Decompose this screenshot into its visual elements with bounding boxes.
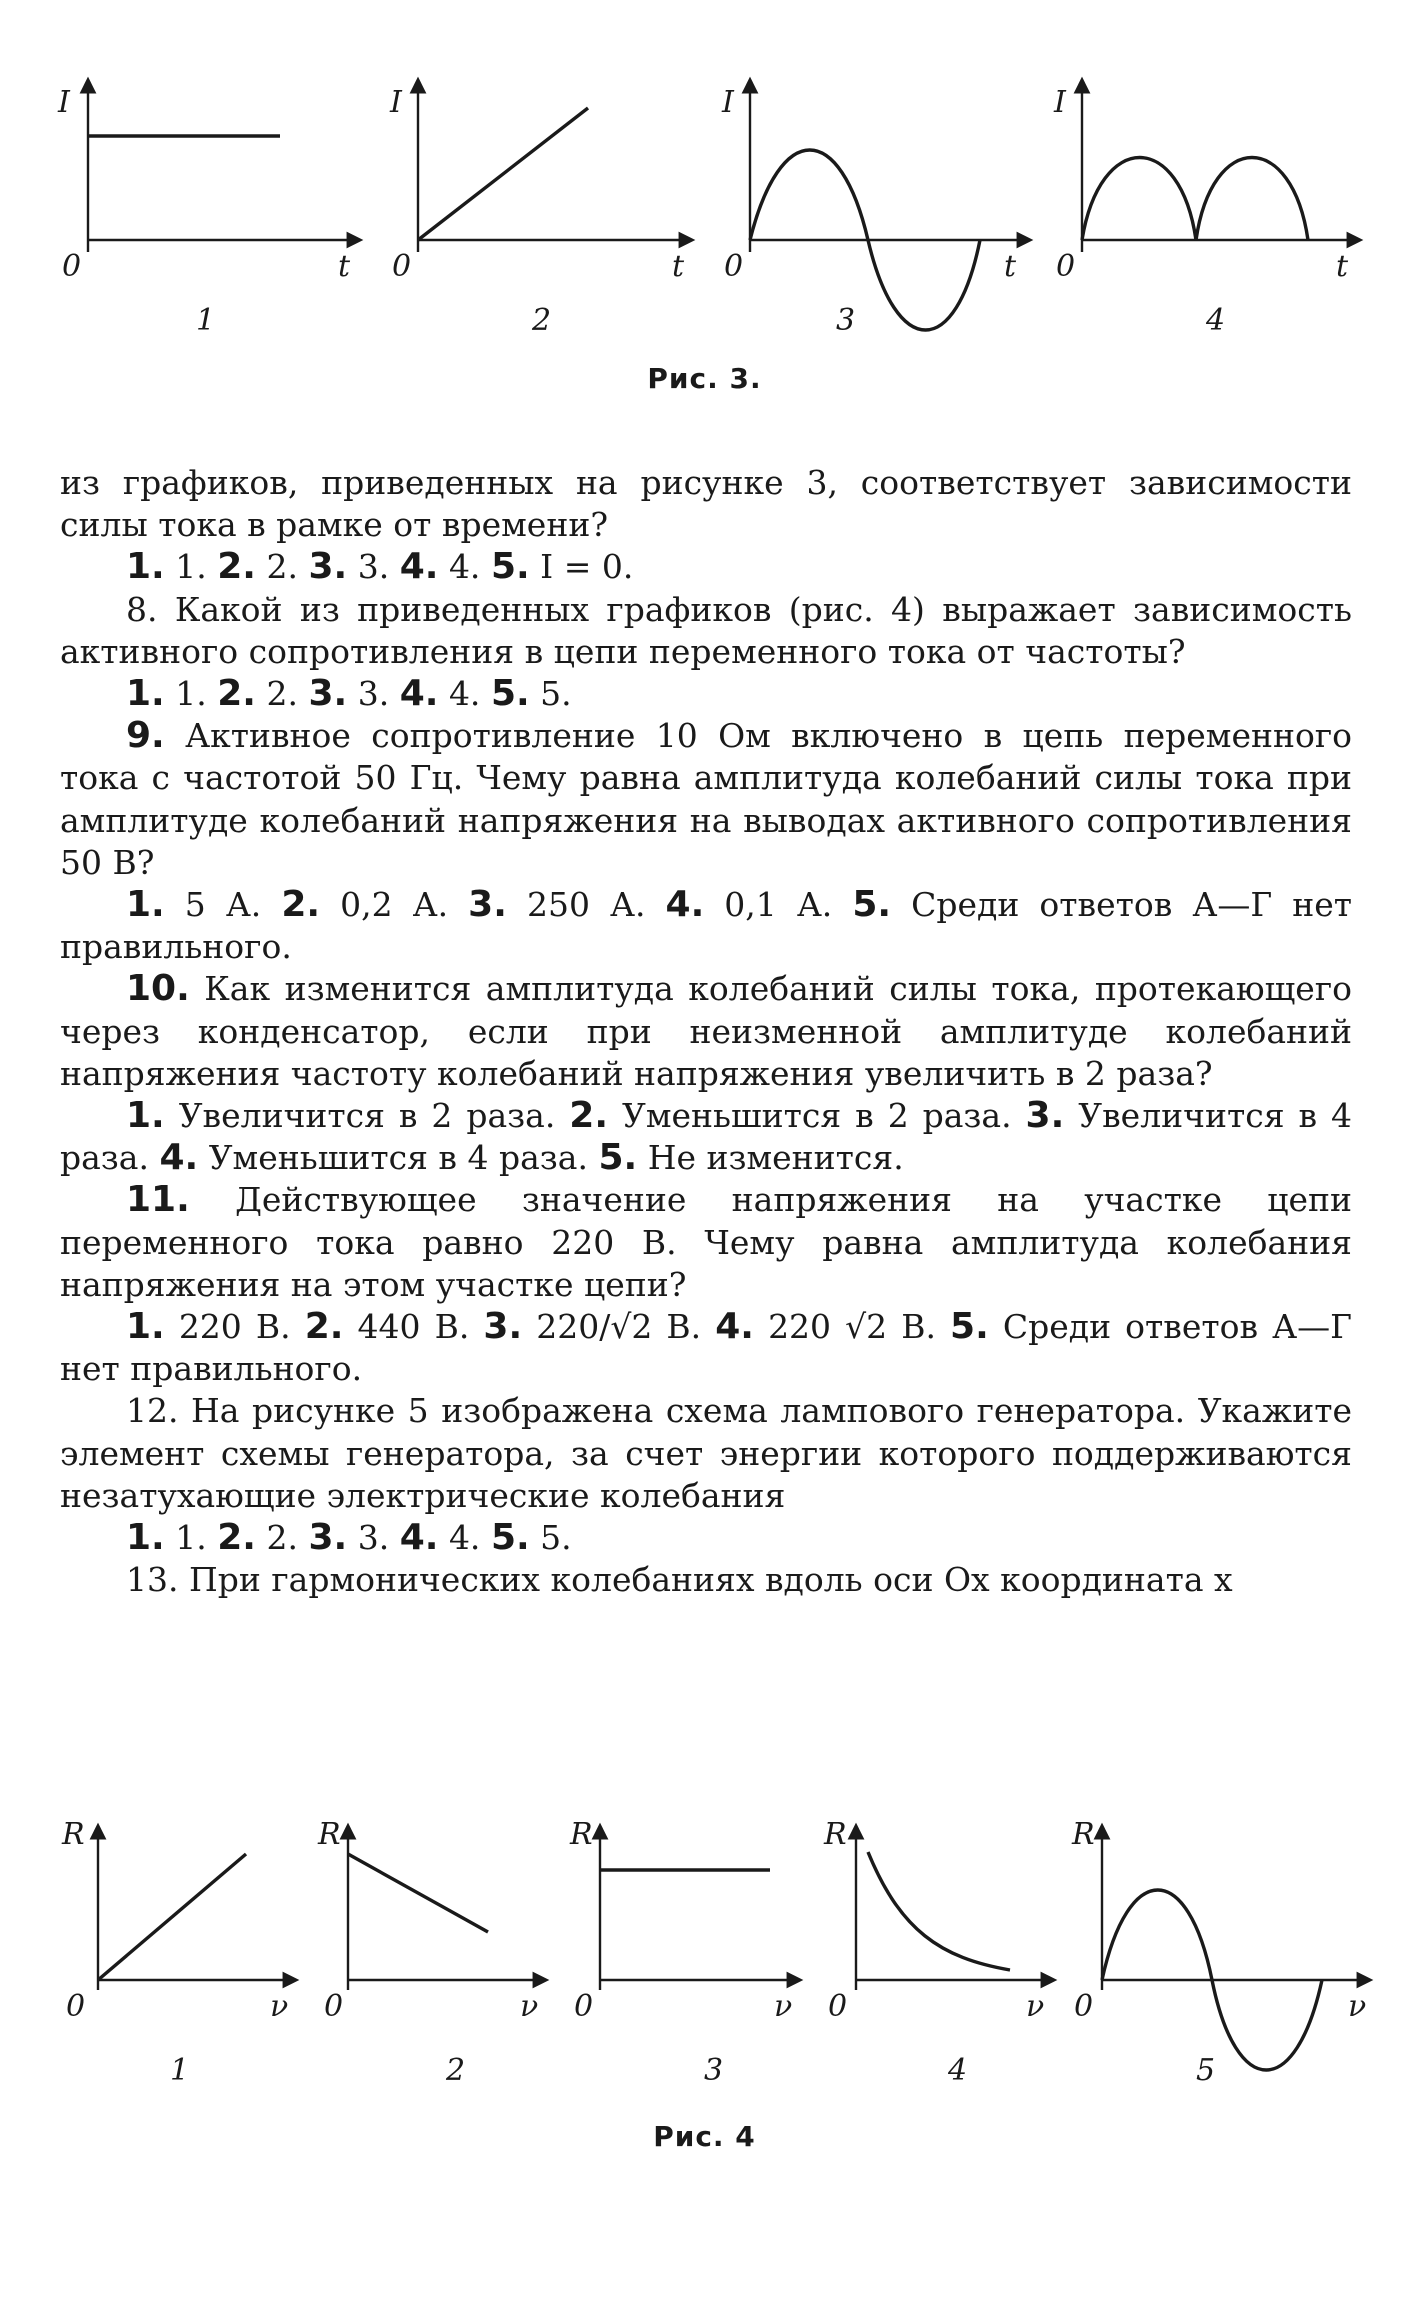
fig3-graph-2: [389, 80, 692, 338]
svg-text:0: 0: [1074, 1989, 1094, 2024]
svg-text:4: 4: [948, 2053, 968, 2088]
fig4-graph-5: [1071, 1817, 1370, 2088]
svg-text:I: I: [722, 85, 734, 120]
svg-text:R: R: [1072, 1817, 1095, 1852]
svg-text:1: 1: [196, 303, 216, 338]
svg-text:0: 0: [392, 249, 412, 284]
svg-text:t: t: [338, 249, 351, 284]
fig4-graph-2: [317, 1817, 546, 2088]
svg-text:3: 3: [836, 303, 856, 338]
svg-text:1: 1: [170, 2053, 190, 2088]
fig4-curve-4: [868, 1852, 1010, 1970]
question-text: [60, 462, 1352, 1601]
svg-text:4: 4: [1206, 303, 1226, 338]
svg-text:R: R: [62, 1817, 85, 1852]
fig3-curve-4: [1082, 158, 1308, 241]
fig4-graph-4: [823, 1817, 1054, 2088]
question-8: 8. Какой из приведенных графиков (рис. 4) выражает зависимость активного сопротивления в цепи переменного тока от частоты?: [60, 589, 1352, 671]
fig4-curve-2: [348, 1854, 488, 1932]
svg-text:0: 0: [574, 1989, 594, 2024]
svg-text:ν: ν: [1026, 1989, 1045, 2024]
svg-text:I: I: [58, 85, 70, 120]
question-12: 12. На рисунке 5 изображена схема лампового генератора. Укажите элемент схемы генератора, за счет энергии которого поддерживаются незатухающие электрические колебания: [60, 1391, 1352, 1515]
q12-answers: 1. 1. 2. 2. 3. 3. 4. 4. 5. 5.: [126, 1517, 572, 1559]
svg-text:5: 5: [1196, 2053, 1216, 2088]
fig4-graph-3: [569, 1817, 800, 2088]
q7-continuation: из графиков, приведенных на рисунке 3, соответствует зависимости силы тока в рамке от времени?: [60, 463, 1352, 545]
figure-3: [0, 0, 1409, 420]
q7-answers: 1. 1. 2. 2. 3. 3. 4. 4. 5. I = 0.: [126, 546, 634, 588]
svg-text:ν: ν: [1348, 1989, 1367, 2024]
svg-text:I: I: [390, 85, 402, 120]
question-10: 10. Как изменится амплитуда колебаний силы тока, протекающего через конденсатор, если при неизменной амплитуде колебаний напряжения частоту колебаний напряжения увеличить в 2 раза?: [60, 968, 1352, 1093]
question-13: 13. При гармонических колебаниях вдоль оси Ox координата x: [126, 1560, 1233, 1600]
figure-3-caption: Рис. 3.: [647, 362, 762, 395]
svg-text:R: R: [824, 1817, 847, 1852]
figure-4: [0, 1780, 1409, 2140]
svg-text:0: 0: [828, 1989, 848, 2024]
fig3-curve-2: [418, 108, 588, 240]
svg-text:R: R: [318, 1817, 341, 1852]
svg-text:2: 2: [532, 303, 552, 338]
fig3-graph-4: [1053, 80, 1360, 338]
svg-text:ν: ν: [270, 1989, 289, 2024]
q11-answers: 1. 220 В. 2. 440 В. 3. 220/√2 В. 4. 220 √2 В. 5. Среди ответов А—Г нет правильного.: [60, 1306, 1352, 1389]
svg-text:ν: ν: [774, 1989, 793, 2024]
svg-text:0: 0: [66, 1989, 86, 2024]
svg-text:I: I: [1054, 85, 1066, 120]
fig3-graph-1: [57, 80, 360, 338]
svg-text:R: R: [570, 1817, 593, 1852]
svg-text:0: 0: [324, 1989, 344, 2024]
figure-4-caption: Рис. 4: [653, 2120, 756, 2153]
fig3-graph-3: [721, 80, 1030, 338]
svg-text:t: t: [1004, 249, 1017, 284]
q8-answers: 1. 1. 2. 2. 3. 3. 4. 4. 5. 5.: [126, 673, 572, 715]
svg-text:t: t: [1336, 249, 1349, 284]
fig4-graph-1: [61, 1817, 296, 2088]
svg-text:t: t: [672, 249, 685, 284]
svg-text:3: 3: [704, 2053, 724, 2088]
question-11: 11. Действующее значение напряжения на участке цепи переменного тока равно 220 В. Чему равна амплитуда колебания напряжения на этом участке цепи?: [60, 1179, 1353, 1304]
svg-text:0: 0: [1056, 249, 1076, 284]
q9-answers: 1. 5 А. 2. 0,2 А. 3. 250 А. 4. 0,1 А. 5. Среди ответов А—Г нет правильного.: [60, 884, 1353, 967]
svg-text:ν: ν: [520, 1989, 539, 2024]
question-9: 9. Активное сопротивление 10 Ом включено в цепь переменного тока с частотой 50 Гц. Чему равна амплитуда колебаний силы тока при амплитуде колебаний напряжения на выводах активного сопротивления 50 В?: [60, 715, 1352, 882]
svg-text:0: 0: [62, 249, 82, 284]
fig4-curve-1: [98, 1854, 246, 1980]
q10-answers: 1. Увеличится в 2 раза. 2. Уменьшится в 2 раза. 3. Увеличится в 4 раза. 4. Уменьшится в 4 раза. 5. Не изменится.: [60, 1095, 1352, 1179]
svg-text:2: 2: [446, 2053, 466, 2088]
svg-text:0: 0: [724, 249, 744, 284]
